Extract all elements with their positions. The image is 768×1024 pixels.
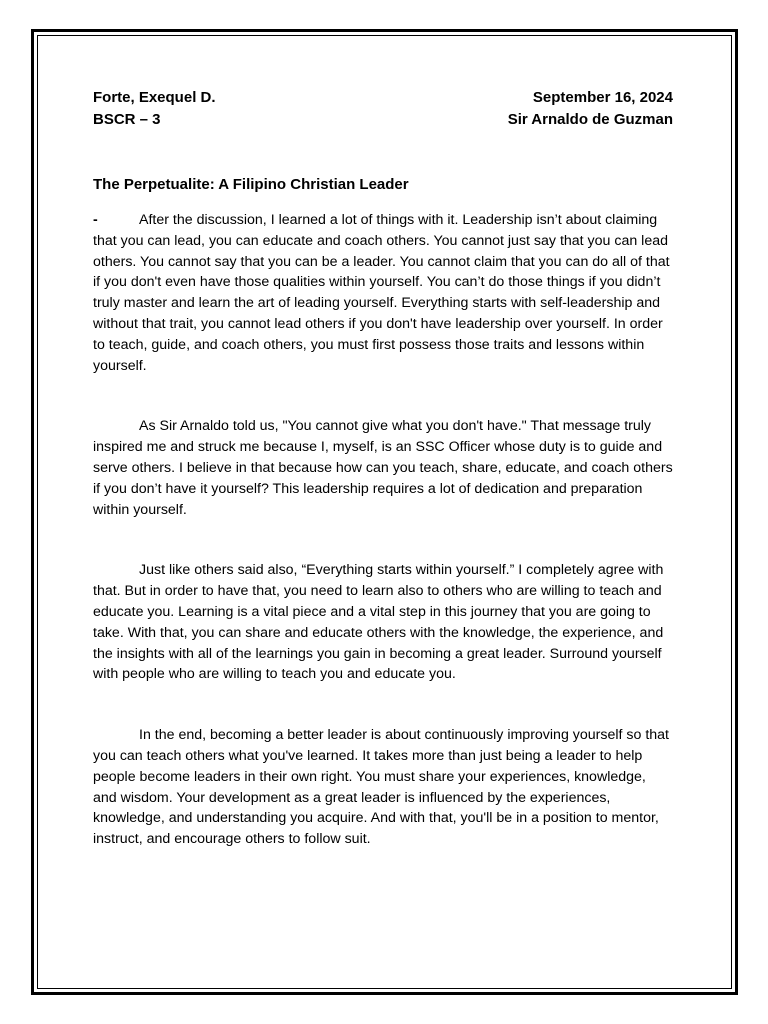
paragraph-2: As Sir Arnaldo told us, "You cannot give what you don't have." That message truly inspired me and struck me because I, myself, is an SSC Officer whose duty is to guide and serve others. I believe in that because how can you teach, share, educate, and coach others if you don’t have it yourself? This leadership requires a lot of dedication and preparation within yourself. bbox=[93, 418, 673, 518]
header-row-1 bbox=[93, 87, 673, 109]
document-body bbox=[93, 87, 673, 850]
course-section: BSCR – 3 bbox=[93, 111, 161, 128]
paragraph-1-text: After the discussion, I learned a lot of things with it. Leadership isn’t about claiming that you can lead, you can educate and coach others. You cannot just say that you can lead others. You cannot say that you can be a leader. You cannot claim that you can do all of that if you don't even have those qualities within yourself. You can’t do those things if you didn’t truly master and learn the art of leading yourself. Everything starts with self-leadership and without that trait, you cannot lead others if you don't have leadership over yourself. In order to teach, guide, and coach others, you must first possess those traits and lessons within yourself. bbox=[93, 212, 670, 374]
bullet-dash: - bbox=[93, 212, 98, 228]
document-title: The Perpetualite: A Filipino Christian Leader bbox=[93, 176, 409, 193]
paragraph-1 bbox=[93, 210, 673, 376]
instructor-name: Sir Arnaldo de Guzman bbox=[507, 111, 673, 128]
student-name: Forte, Exequel D. bbox=[93, 89, 216, 106]
paragraph-4: In the end, becoming a better leader is about continuously improving yourself so that you can teach others what you've learned. It takes more than just being a leader to help people become leaders in their own right. You must share your experiences, knowledge, and wisdom. Your development as a great leader is influenced by the experiences, knowledge, and understanding you acquire. And with that, you'll be in a position to mentor, instruct, and encourage others to follow suit. bbox=[93, 727, 669, 848]
document-date: September 16, 2024 bbox=[532, 89, 673, 106]
header-row-2 bbox=[93, 109, 673, 131]
paragraph-3: Just like others said also, “Everything starts within yourself.” I completely agree with that. But in order to have that, you need to learn also to others who are willing to teach and educate you. Learning is a vital piece and a vital step in this journey that you are going to take. With that, you can share and educate others with the knowledge, the experience, and the insights with all of the learnings you gain in becoming a great leader. Surround yourself with people who are willing to teach you and educate you. bbox=[93, 562, 664, 683]
